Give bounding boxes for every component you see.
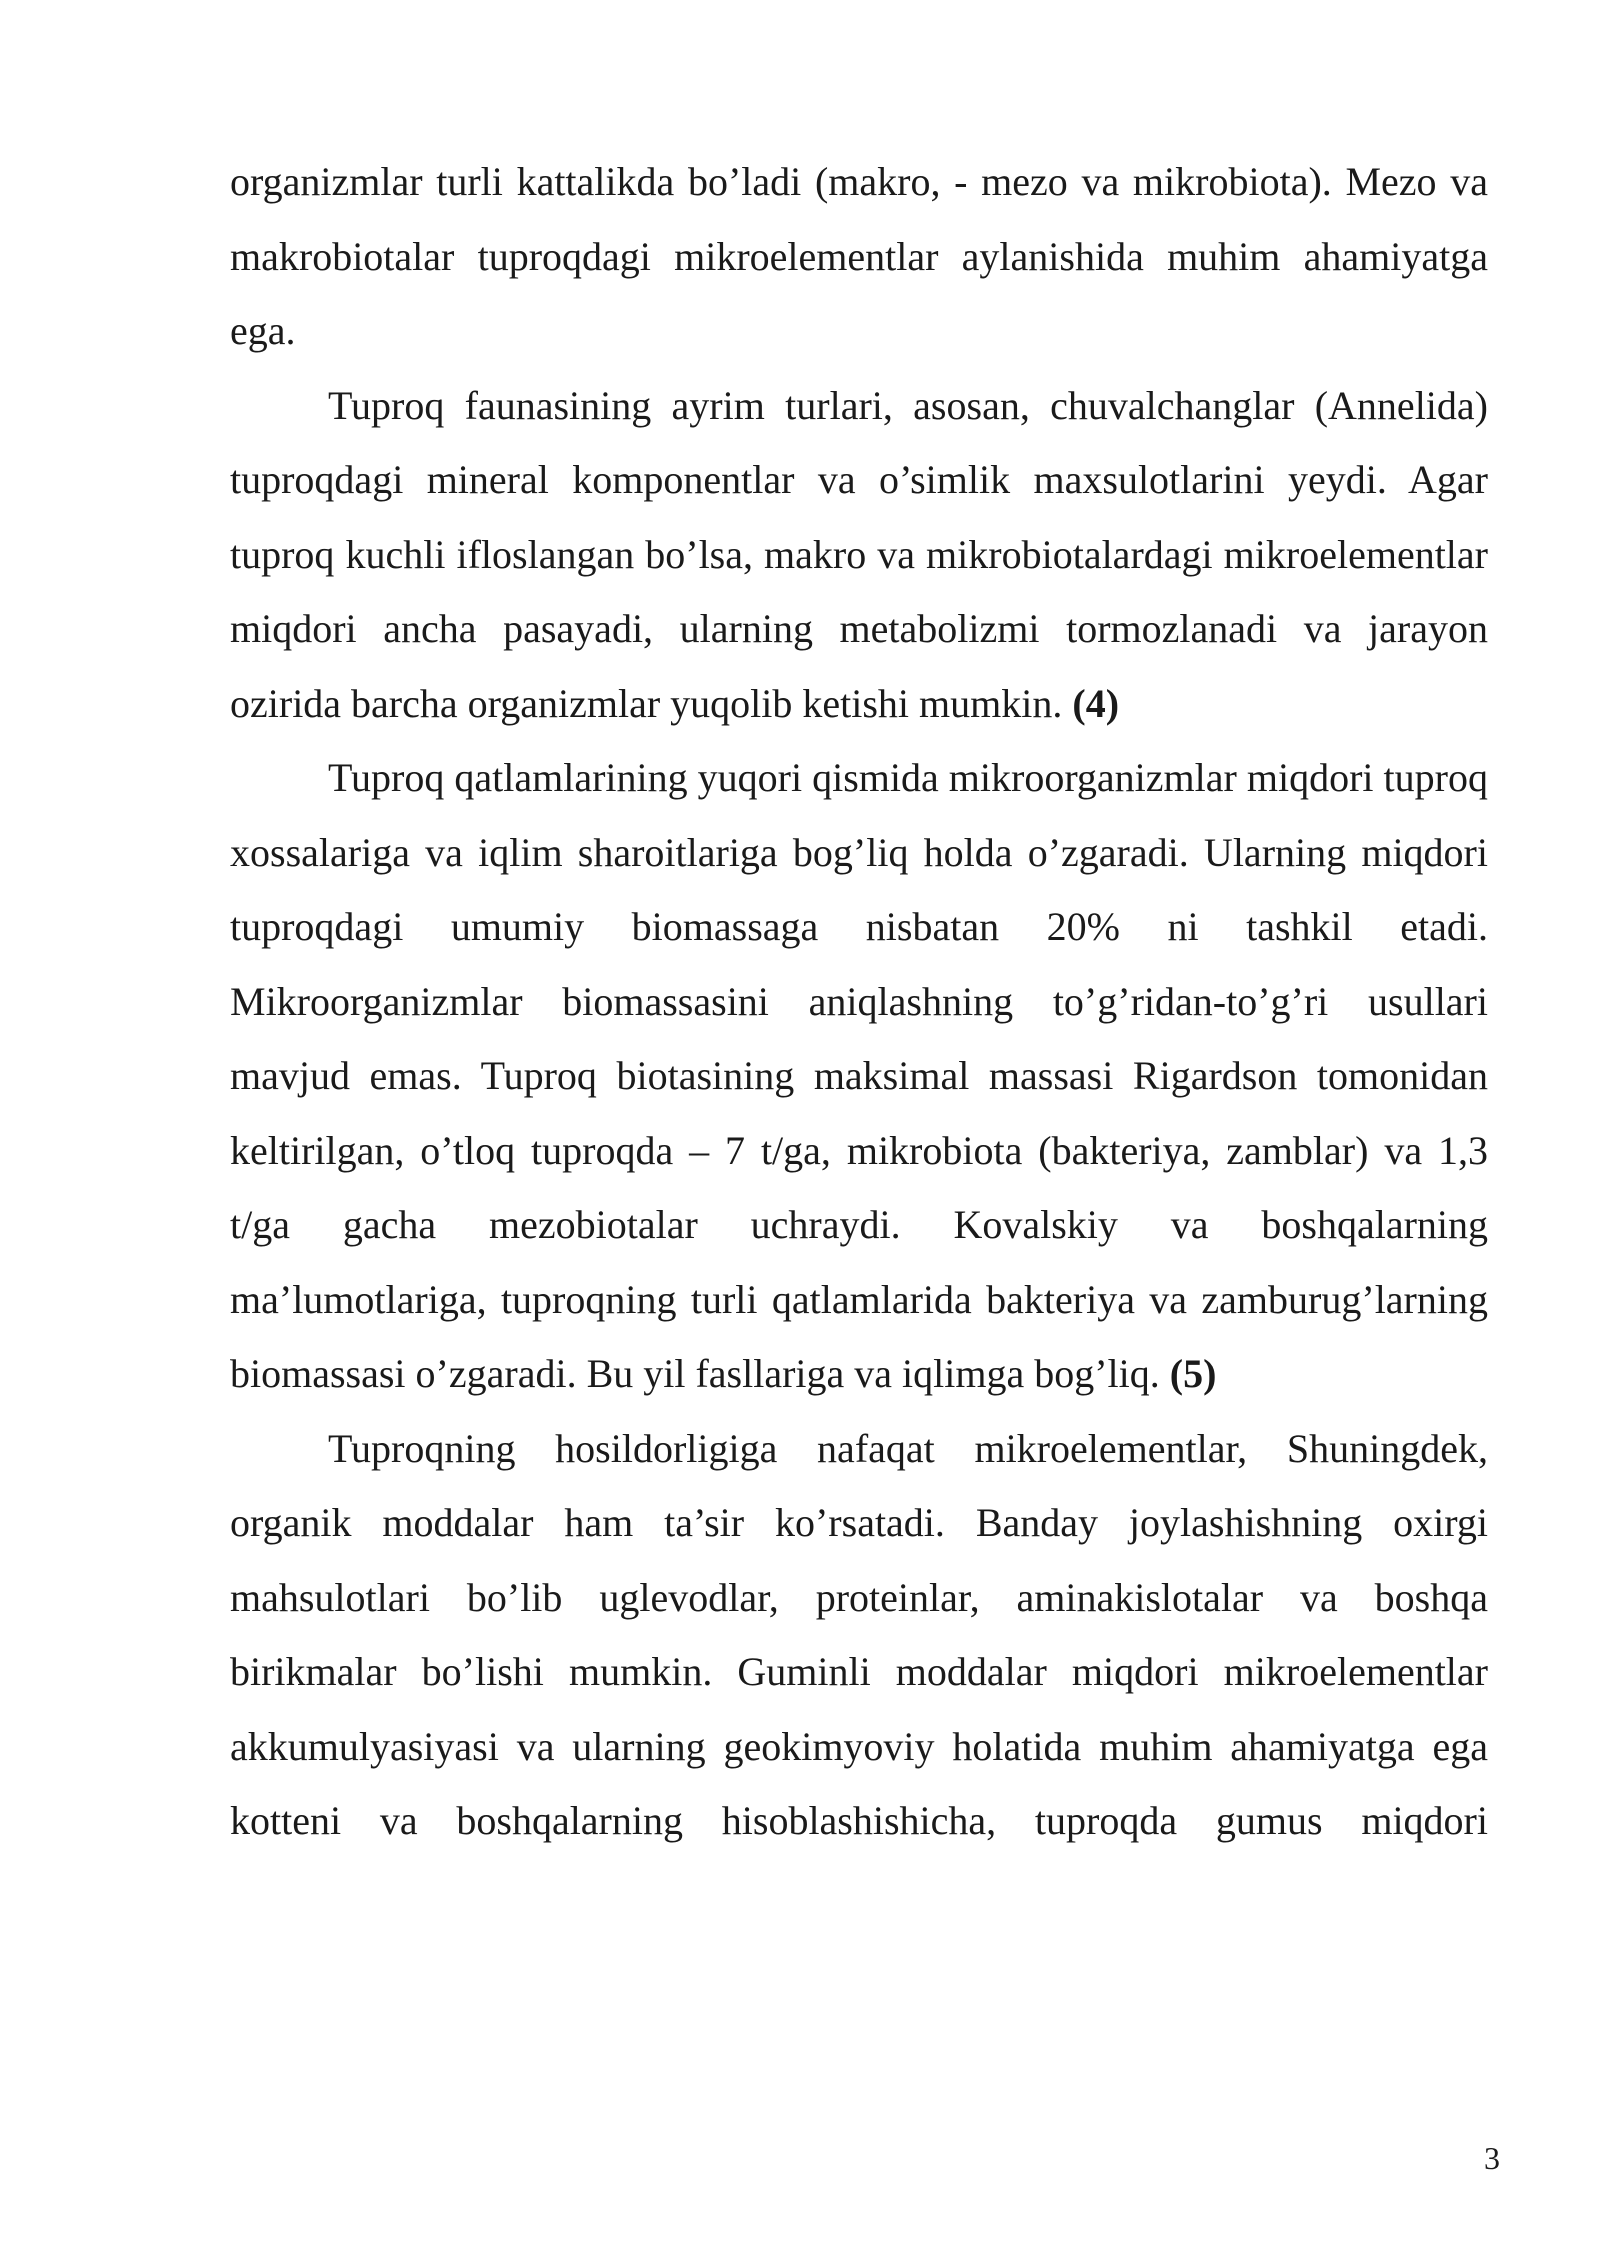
paragraph-1-text: organizmlar turli kattalikda bo’ladi (makro, - mezo va mikrobiota). Mezo va makrobiotalar tuproqdagi mikroelementlar aylanishida muhim ahamiyatga ega.	[230, 159, 1488, 353]
citation-ref: (4)	[1072, 680, 1120, 726]
paragraph-2-text: Tuproq faunasining ayrim turlari, asosan, chuvalchanglar (Annelida) tuproqdagi mineral komponentlar va o’simlik maxsulotlarini yeydi. Agar tuproq kuchli ifloslangan bo’lsa, makro va mikrobiotalardagi mikroelementlar miqdori ancha pasayadi, ularning metabolizmi tormozlanadi va jarayon ozirida barcha organizmlar yuqolib ketishi mumkin.	[230, 382, 1488, 726]
paragraph-3	[230, 741, 1488, 1412]
paragraph-4-text: Tuproqning hosildorligiga nafaqat mikroelementlar, Shuningdek, organik moddalar ham ta’sir ko’rsatadi. Banday joylashishning oxirgi mahsulotlari bo’lib uglevodlar, proteinlar, aminakislotalar va boshqa birikmalar bo’lishi mumkin. Guminli moddalar miqdori mikroelementlar akkumulyasiyasi va ularning geokimyoviy holatida muhim ahamiyatga ega kotteni va boshqalarning hisoblashishicha, tuproqda gumus miqdori	[230, 1425, 1488, 1843]
citation-ref: (5)	[1169, 1351, 1217, 1396]
paragraph-2	[230, 369, 1488, 742]
page-number: 3	[1484, 2140, 1500, 2176]
paragraph-3-text: Tuproq qatlamlarining yuqori qismida mikroorganizmlar miqdori tuproq xossalariga va iqlim sharoitlariga bog’liq holda o’zgaradi. Ularning miqdori tuproqdagi umumiy biomassaga nisbatan 20% ni tashkil etadi. Mikroorganizmlar biomassasini aniqlashning to’g’ridan-to’g’ri usullari mavjud emas. Tuproq biotasining maksimal massasi Rigardson tomonidan keltirilgan, o’tloq tuproqda – 7 t/ga, mikrobiota (bakteriya, zamblar) va 1,3 t/ga gacha mezobiotalar uchraydi. Kovalskiy va boshqalarning ma’lumotlariga, tuproqning turli qatlamlarida bakteriya va zamburug’larning biomassasi o’zgaradi. Bu yil fasllariga va iqlimga bog’liq.	[230, 755, 1488, 1396]
paragraph-1	[230, 145, 1488, 369]
paragraph-4	[230, 1412, 1488, 1859]
body-text	[230, 145, 1488, 1859]
